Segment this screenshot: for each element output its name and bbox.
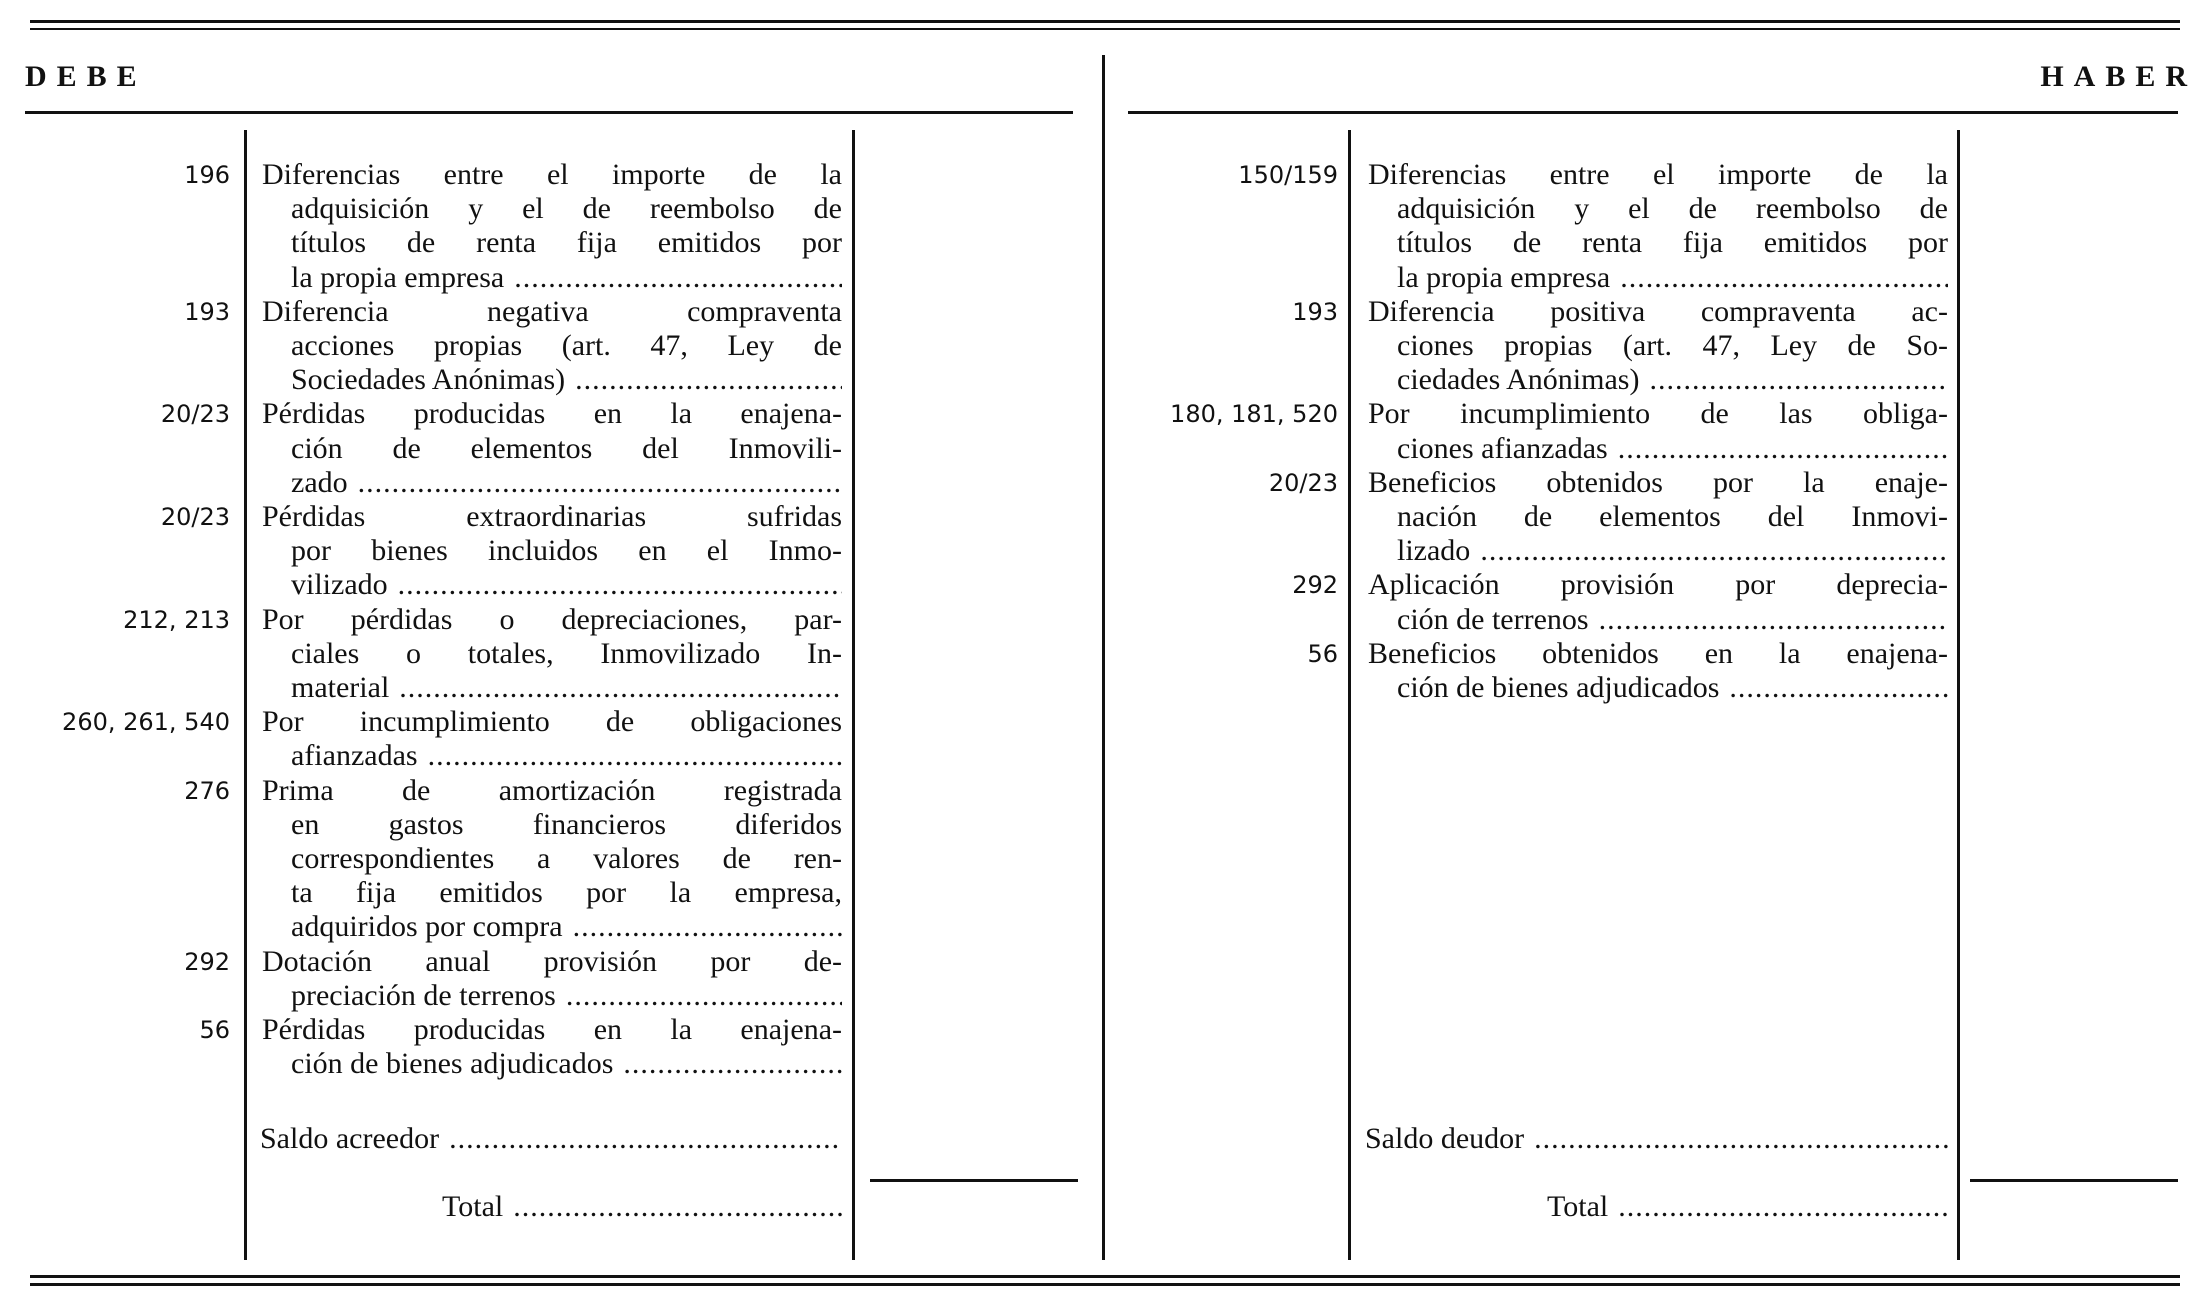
debe-entries	[62, 158, 842, 1081]
debe-text-left-border	[244, 130, 247, 1260]
debe-entry	[184, 294, 842, 398]
leader-dots	[623, 1047, 842, 1080]
haber-entry-line	[1368, 363, 1948, 397]
debe-entry-line-text: ción de bienes adjudicados	[291, 1047, 614, 1081]
debe-entry-line: Pérdidas extraordinarias sufridas	[262, 500, 842, 534]
debe-total-line	[442, 1190, 842, 1224]
debe-entry	[184, 158, 842, 295]
debe-entry-line: Diferencias entre el importe de la	[262, 158, 842, 191]
debe-entry-line: adquisición y el de reembolso de	[291, 192, 842, 226]
debe-entry-line	[262, 671, 842, 705]
debe-entry-line	[262, 910, 842, 944]
debe-entry-line: Dotación anual provisión por de-	[262, 944, 842, 978]
haber-account-code: 292	[1292, 571, 1338, 600]
debe-amount-rule	[870, 1179, 1078, 1182]
debe-entry	[199, 1013, 842, 1081]
haber-entry-line: Beneficios obtenidos en la enajena-	[1368, 636, 1948, 670]
leader-dots	[573, 910, 842, 943]
top-rule-2	[30, 28, 2180, 30]
debe-entry-line: Pérdidas producidas en la enajena-	[262, 397, 842, 431]
leader-dots	[399, 671, 842, 704]
debe-entry-line: Por pérdidas o depreciaciones, par-	[262, 602, 842, 636]
haber-entry-line: Beneficios obtenidos por la enaje-	[1368, 465, 1948, 499]
leader-dots	[1534, 1122, 1948, 1156]
debe-entry-line	[262, 739, 842, 773]
debe-entry-line	[262, 261, 842, 295]
haber-entry-line: adquisición y el de reembolso de	[1397, 192, 1948, 226]
leader-dots	[513, 1190, 842, 1224]
haber-entries	[1170, 158, 1948, 705]
debe-entry-line-text: la propia empresa	[291, 260, 505, 294]
debe-entry-line: en gastos financieros diferidos	[291, 807, 842, 841]
debe-entry-line: Diferencia negativa compraventa	[262, 294, 842, 328]
leader-dots	[1620, 261, 1948, 294]
debe-total-label: Total	[442, 1190, 504, 1223]
debe-entry-line	[262, 568, 842, 602]
debe-account-code: 56	[199, 1016, 230, 1045]
leader-dots	[398, 568, 842, 601]
haber-entry-line: ciones propias (art. 47, Ley de So-	[1397, 329, 1948, 363]
haber-entry-line-text: la propia empresa	[1397, 260, 1611, 294]
haber-entry-line	[1368, 261, 1948, 295]
debe-entry-line: Por incumplimiento de obligaciones	[262, 705, 842, 739]
leader-dots	[1618, 432, 1948, 465]
debe-entry-line-text: preciación de terrenos	[291, 978, 556, 1012]
debe-entry-line: correspondientes a valores de ren-	[291, 842, 842, 876]
debe-entry	[184, 773, 842, 945]
debe-account-code: 276	[184, 776, 230, 805]
center-divider	[1102, 55, 1105, 1260]
haber-account-code: 193	[1292, 297, 1338, 326]
debe-entry-line-text: zado	[291, 465, 348, 499]
leader-dots	[358, 466, 842, 499]
leader-dots	[1729, 671, 1948, 704]
leader-dots	[514, 261, 842, 294]
top-rule-1	[30, 20, 2180, 23]
haber-entry-line-text: lizado	[1397, 534, 1471, 568]
haber-entry-line: Diferencia positiva compraventa ac-	[1368, 294, 1948, 328]
debe-account-code: 20/23	[160, 400, 230, 429]
haber-entry-line: Diferencias entre el importe de la	[1368, 158, 1948, 191]
haber-entry-line-text: ción de terrenos	[1397, 602, 1589, 636]
haber-account-code: 150/159	[1238, 161, 1338, 189]
debe-entry-line-text: Sociedades Anónimas)	[291, 363, 566, 397]
debe-entry-line: Prima de amortización registrada	[262, 773, 842, 807]
debe-account-code: 20/23	[160, 503, 230, 532]
debe-entry-line: por bienes incluidos en el Inmo-	[291, 534, 842, 568]
debe-entry-line: Pérdidas producidas en la enajena-	[262, 1013, 842, 1047]
debe-entry-line-text: vilizado	[291, 568, 388, 602]
debe-entry-line: títulos de renta fija emitidos por	[291, 226, 842, 260]
leader-dots	[566, 979, 842, 1012]
haber-entry-line: títulos de renta fija emitidos por	[1397, 226, 1948, 260]
haber-entry-line-text: ciones afianzadas	[1397, 431, 1608, 465]
debe-entry-line	[262, 466, 842, 500]
debe-account-code: 260, 261, 540	[62, 708, 230, 737]
haber-account-code: 180, 181, 520	[1170, 400, 1338, 429]
leader-dots	[428, 739, 842, 772]
debe-saldo-line	[260, 1122, 842, 1156]
haber-entry-line	[1368, 534, 1948, 568]
leader-dots	[449, 1122, 842, 1156]
bottom-rule-1	[30, 1275, 2180, 1278]
haber-entry-line-text: ciedades Anónimas)	[1397, 363, 1640, 397]
bottom-rule-2	[30, 1283, 2180, 1286]
debe-entry-line: acciones propias (art. 47, Ley de	[291, 329, 842, 363]
haber-total-label: Total	[1547, 1190, 1609, 1223]
haber-text-right-border	[1957, 130, 1960, 1260]
haber-account-code: 56	[1307, 639, 1338, 668]
debe-entry-line: ta fija emitidos por la empresa,	[291, 876, 842, 910]
leader-dots	[1599, 603, 1948, 636]
haber-header-rule	[1128, 111, 2178, 114]
debe-text-right-border	[852, 130, 855, 1260]
debe-entry	[160, 397, 842, 500]
leader-dots	[575, 363, 842, 396]
haber-entry-line	[1368, 671, 1948, 705]
debe-entry-line	[262, 1047, 842, 1081]
haber-entry	[1170, 397, 1948, 465]
haber-saldo-label: Saldo deudor	[1365, 1122, 1525, 1155]
debe-entry-line: ción de elementos del Inmovili-	[291, 431, 842, 465]
haber-amount-rule	[1970, 1179, 2178, 1182]
haber-entry-line	[1368, 603, 1948, 637]
leader-dots	[1618, 1190, 1948, 1224]
debe-entry	[62, 705, 842, 773]
debe-entry-line-text: adquiridos por compra	[291, 910, 563, 944]
debe-account-code: 212, 213	[123, 605, 230, 634]
debe-entry	[184, 944, 842, 1013]
debe-entry-line: ciales o totales, Inmovilizado In-	[291, 636, 842, 670]
header-haber: HABER	[2040, 60, 2197, 93]
haber-entry	[1292, 568, 1948, 636]
debe-entry-line	[262, 979, 842, 1013]
haber-saldo-line	[1365, 1122, 1948, 1156]
debe-account-code: 292	[184, 947, 230, 976]
haber-entry-line: Por incumplimiento de las obliga-	[1368, 397, 1948, 431]
haber-entry-line	[1368, 432, 1948, 466]
debe-entry-line	[262, 363, 842, 397]
haber-entry	[1268, 465, 1948, 569]
haber-entry	[1307, 636, 1948, 705]
debe-account-code: 196	[184, 161, 230, 189]
leader-dots	[1649, 363, 1948, 396]
haber-entry-line: Aplicación provisión por deprecia-	[1368, 568, 1948, 602]
debe-entry-line-text: afianzadas	[291, 739, 418, 773]
haber-account-code: 20/23	[1268, 468, 1338, 497]
debe-header-rule	[25, 111, 1073, 114]
haber-entry	[1292, 294, 1948, 398]
haber-text-left-border	[1348, 130, 1351, 1260]
header-debe: DEBE	[25, 60, 147, 93]
debe-entry	[123, 602, 842, 706]
debe-entry-line-text: material	[291, 671, 390, 705]
haber-entry-line-text: ción de bienes adjudicados	[1397, 671, 1720, 705]
haber-entry-line: nación de elementos del Inmovi-	[1397, 500, 1948, 534]
leader-dots	[1480, 534, 1948, 567]
haber-total-line	[1547, 1190, 1948, 1224]
haber-entry	[1238, 158, 1948, 295]
debe-account-code: 193	[184, 297, 230, 326]
debe-entry	[160, 500, 842, 603]
debe-saldo-label: Saldo acreedor	[260, 1122, 440, 1155]
